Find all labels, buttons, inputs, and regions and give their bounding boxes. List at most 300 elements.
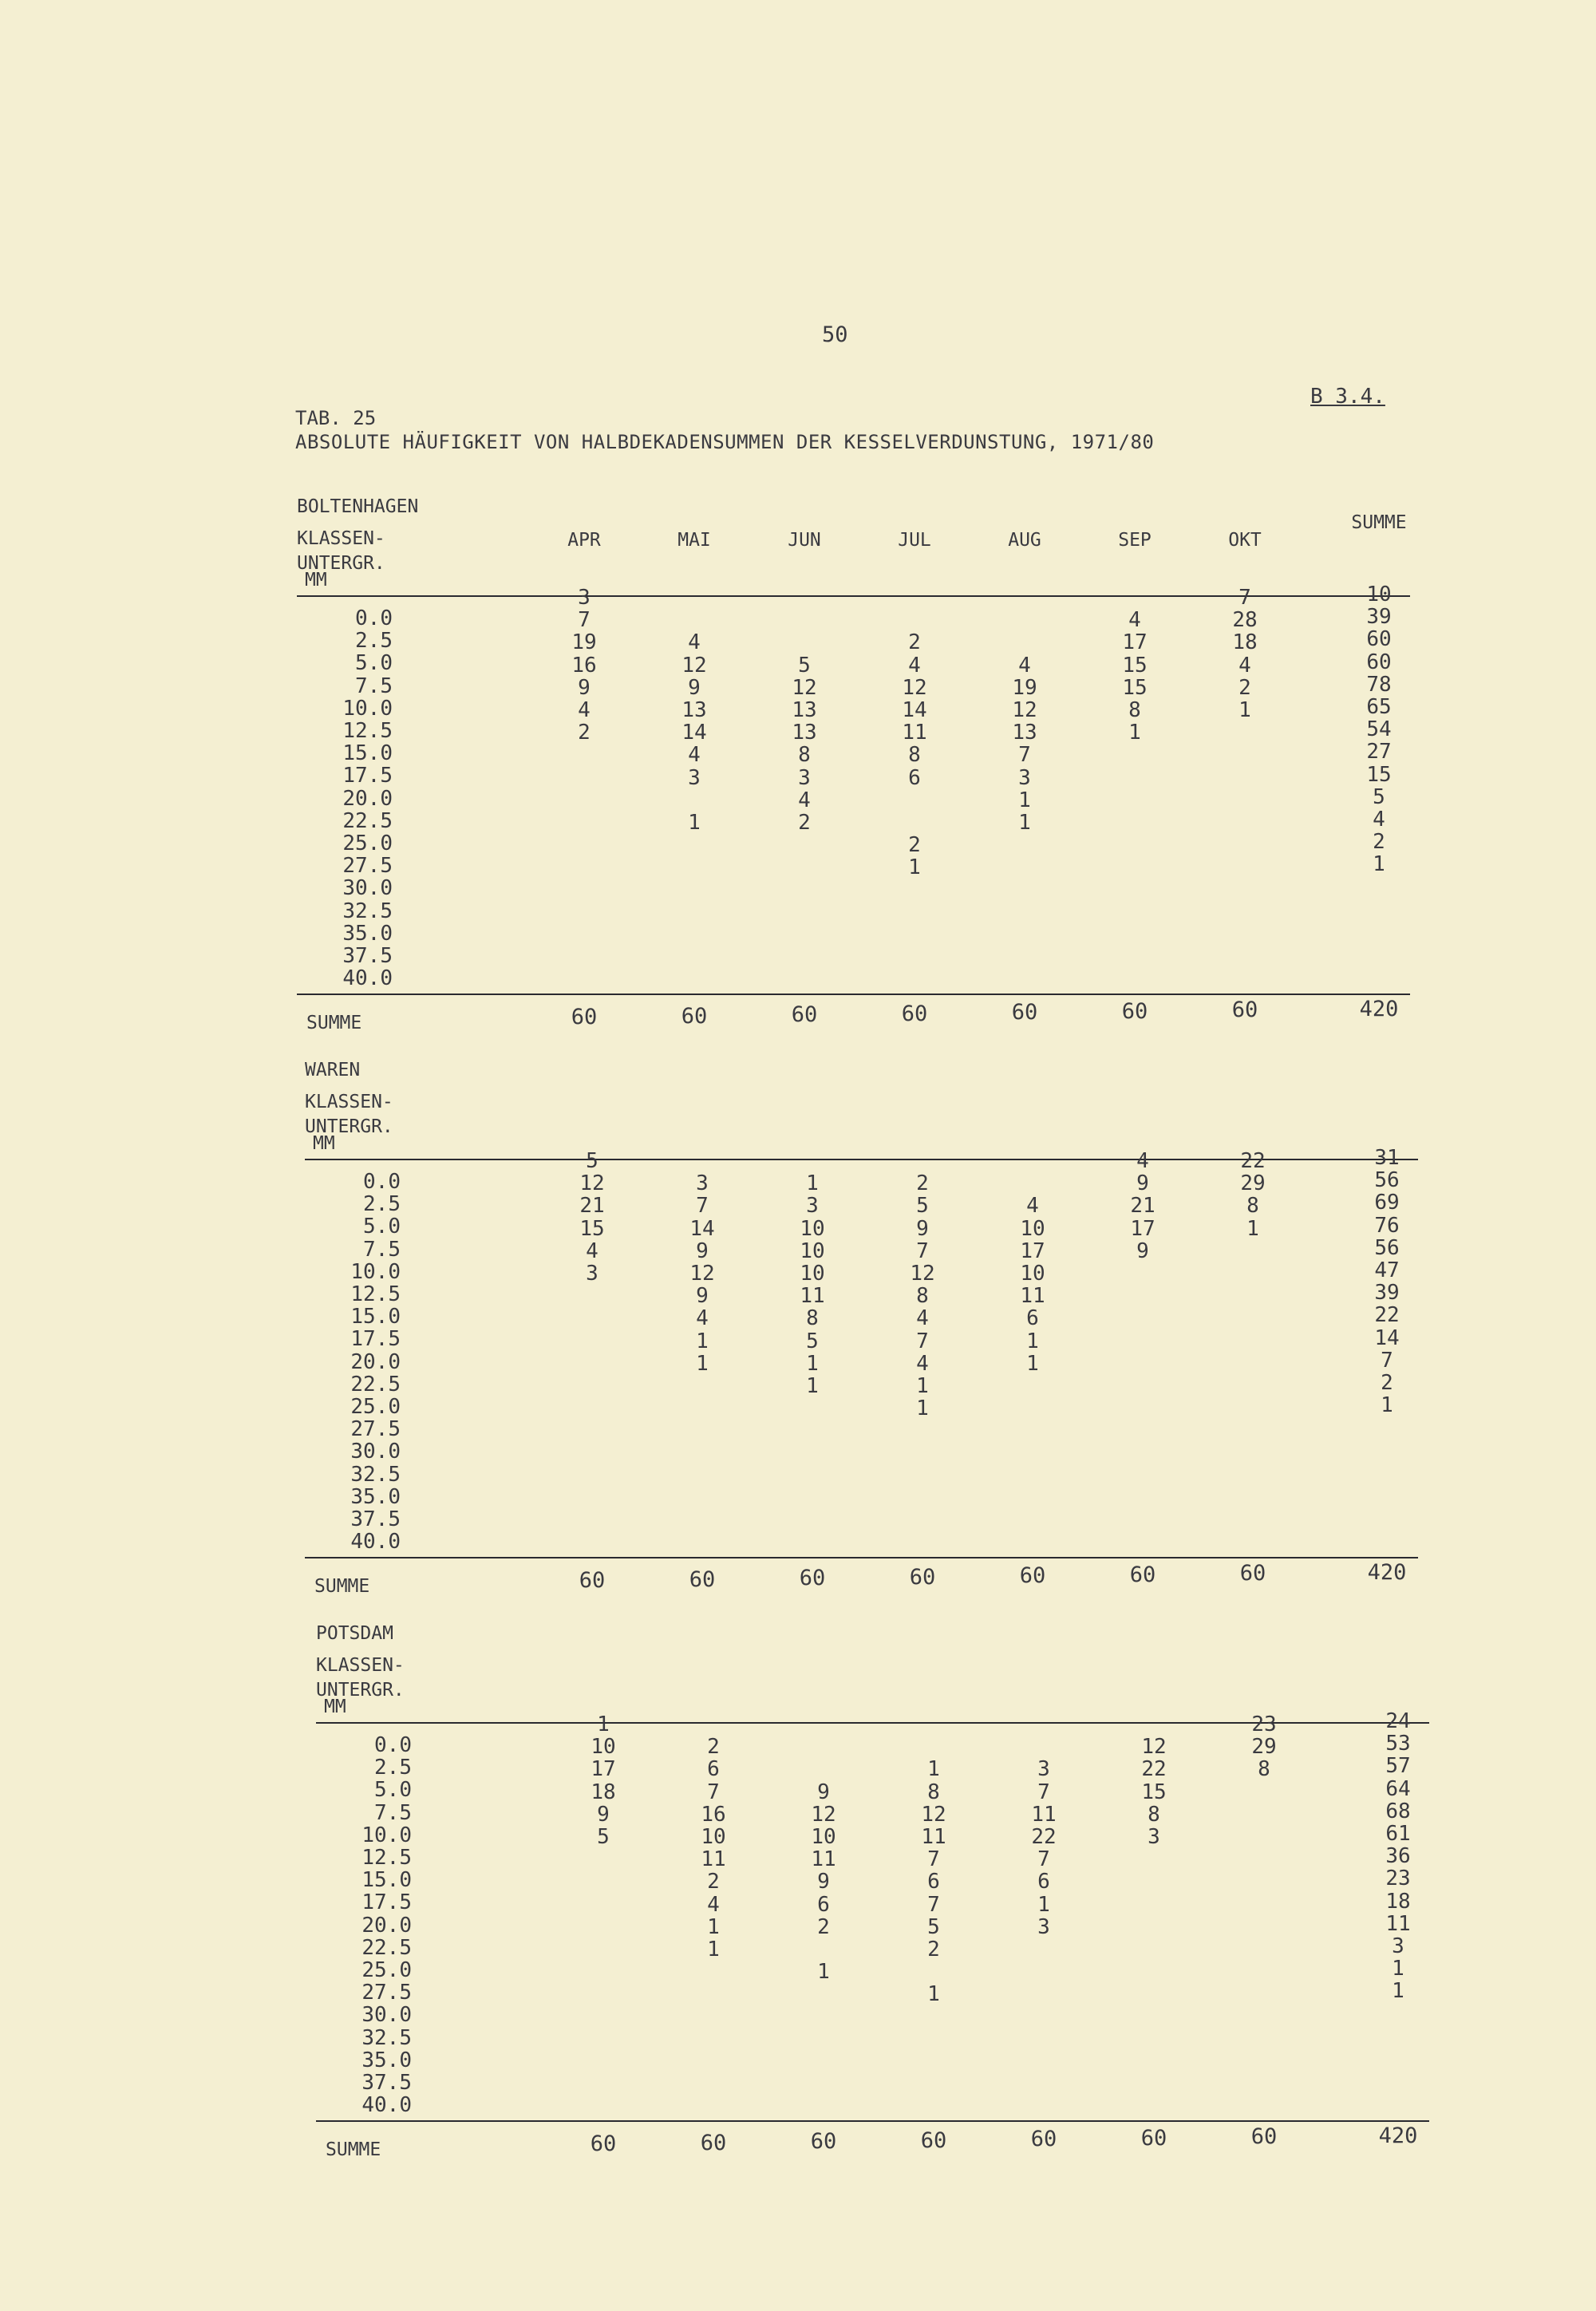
frequency-cell: 1: [806, 1351, 819, 1376]
frequency-cell: 6: [817, 1892, 830, 1917]
frequency-cell: 56: [1374, 1168, 1400, 1193]
station-table: [297, 496, 1430, 1071]
frequency-cell: 65: [1366, 695, 1392, 719]
month-header: APR: [567, 530, 601, 551]
frequency-cell: 1: [1373, 852, 1385, 877]
frequency-cell: 1: [1026, 1351, 1039, 1376]
frequency-cell: 10: [811, 1825, 836, 1849]
frequency-cell: 4: [908, 653, 921, 677]
class-value: 40.0: [350, 1530, 401, 1554]
frequency-cell: 5: [1373, 784, 1385, 809]
frequency-cell: 2: [798, 811, 811, 835]
frequency-cell: 18: [1232, 630, 1258, 655]
column-total: 60: [1140, 2125, 1167, 2151]
class-value: 17.5: [350, 1327, 401, 1352]
class-value: 10.0: [342, 696, 393, 721]
class-value: 22.5: [342, 808, 393, 833]
class-value: 27.5: [361, 1981, 412, 2005]
frequency-cell: 5: [916, 1194, 929, 1219]
class-value: 40.0: [342, 966, 393, 991]
class-header: [305, 1090, 393, 1140]
month-header: AUG: [1008, 530, 1041, 551]
frequency-cell: 5: [586, 1149, 598, 1173]
frequency-cell: 17: [591, 1757, 616, 1782]
frequency-cell: 6: [1037, 1870, 1050, 1894]
frequency-cell: 4: [578, 698, 591, 722]
frequency-cell: 4: [916, 1351, 929, 1376]
frequency-cell: 2: [1373, 830, 1385, 855]
summe-rule: [316, 2120, 1429, 2122]
frequency-cell: 29: [1251, 1735, 1277, 1760]
frequency-cell: 12: [902, 675, 927, 700]
frequency-cell: 10: [1020, 1216, 1045, 1241]
frequency-cell: 12: [811, 1802, 836, 1827]
frequency-cell: 1: [1018, 788, 1031, 812]
class-header-unit: MM: [305, 570, 327, 591]
frequency-cell: 3: [1148, 1825, 1160, 1849]
frequency-cell: 4: [1238, 653, 1251, 677]
frequency-cell: 4: [688, 743, 701, 768]
frequency-cell: 13: [681, 698, 707, 722]
class-value: 7.5: [355, 674, 393, 698]
column-total: 60: [909, 1564, 936, 1590]
class-value: 2.5: [374, 1756, 412, 1780]
frequency-cell: 1: [927, 1982, 940, 2007]
frequency-cell: 8: [916, 1284, 929, 1309]
frequency-cell: 76: [1374, 1213, 1400, 1238]
frequency-cell: 39: [1366, 605, 1392, 630]
frequency-cell: 1: [1037, 1892, 1050, 1917]
class-header-line: KLASSEN-: [316, 1655, 405, 1676]
column-total: 60: [700, 2130, 727, 2155]
frequency-cell: 5: [927, 1914, 940, 1939]
frequency-cell: 12: [689, 1262, 715, 1286]
frequency-cell: 7: [707, 1780, 720, 1804]
frequency-cell: 5: [806, 1329, 819, 1353]
frequency-cell: 11: [1385, 1911, 1411, 1936]
frequency-cell: 12: [579, 1171, 605, 1196]
frequency-cell: 4: [1136, 1149, 1149, 1173]
class-value: 15.0: [342, 741, 393, 766]
frequency-cell: 8: [1246, 1194, 1259, 1219]
frequency-cell: 12: [792, 675, 817, 700]
summe-label: SUMME: [314, 1576, 370, 1598]
class-value: 0.0: [374, 1733, 412, 1757]
column-total: 60: [901, 1001, 928, 1026]
frequency-cell: 36: [1385, 1844, 1411, 1869]
frequency-cell: 7: [1037, 1847, 1050, 1872]
frequency-cell: 7: [578, 608, 591, 633]
frequency-cell: 15: [1122, 653, 1148, 677]
frequency-cell: 1: [696, 1329, 709, 1353]
reference-code: B 3.4.: [1310, 385, 1385, 409]
station-name: BOLTENHAGEN: [297, 496, 419, 517]
frequency-cell: 22: [1031, 1825, 1057, 1849]
class-header-unit: MM: [324, 1697, 346, 1717]
frequency-cell: 1: [1246, 1216, 1259, 1241]
frequency-cell: 4: [707, 1892, 720, 1917]
frequency-cell: 6: [1026, 1306, 1039, 1331]
class-value: 5.0: [355, 651, 393, 676]
month-header: SEP: [1118, 530, 1152, 551]
month-header: JUL: [898, 530, 931, 551]
column-total: 60: [579, 1568, 606, 1594]
frequency-cell: 9: [817, 1870, 830, 1894]
frequency-cell: 9: [916, 1216, 929, 1241]
frequency-cell: 3: [586, 1262, 598, 1286]
frequency-cell: 10: [800, 1238, 825, 1263]
frequency-cell: 7: [927, 1892, 940, 1917]
frequency-cell: 64: [1385, 1776, 1411, 1801]
frequency-cell: 1: [916, 1396, 929, 1421]
frequency-cell: 8: [927, 1780, 940, 1804]
class-value: 35.0: [361, 2048, 412, 2072]
frequency-cell: 3: [798, 765, 811, 790]
frequency-cell: 9: [1136, 1238, 1149, 1263]
column-total: 60: [1121, 998, 1148, 1024]
frequency-cell: 1: [1392, 1957, 1404, 1981]
summe-rule: [297, 994, 1410, 995]
class-value: 27.5: [342, 854, 393, 879]
class-value: 2.5: [355, 629, 393, 654]
table-title: ABSOLUTE HÄUFIGKEIT VON HALBDEKADENSUMMEN DER KESSELVERDUNSTUNG, 1971/80: [295, 431, 1155, 453]
class-value: 20.0: [342, 786, 393, 811]
column-total: 60: [791, 1002, 818, 1028]
frequency-cell: 14: [1374, 1325, 1400, 1350]
summe-label: SUMME: [306, 1013, 362, 1034]
frequency-cell: 8: [1258, 1757, 1270, 1782]
frequency-cell: 11: [1020, 1284, 1045, 1309]
class-value: 2.5: [363, 1192, 401, 1217]
class-header: [297, 527, 385, 576]
month-header: MAI: [678, 530, 711, 551]
frequency-cell: 18: [1385, 1889, 1411, 1914]
frequency-cell: 31: [1374, 1146, 1400, 1170]
frequency-cell: 17: [1122, 630, 1148, 655]
frequency-cell: 17: [1130, 1216, 1156, 1241]
frequency-cell: 8: [908, 743, 921, 768]
station-table: [316, 1623, 1449, 2198]
frequency-cell: 7: [916, 1238, 929, 1263]
frequency-cell: 9: [696, 1284, 709, 1309]
station-table: [305, 1060, 1438, 1634]
column-total: 60: [1239, 1561, 1266, 1586]
frequency-cell: 53: [1385, 1732, 1411, 1756]
frequency-cell: 4: [586, 1238, 598, 1263]
summe-rule: [305, 1557, 1418, 1558]
frequency-cell: 12: [1141, 1735, 1167, 1760]
class-value: 0.0: [355, 606, 393, 630]
frequency-cell: 2: [908, 833, 921, 858]
class-value: 40.0: [361, 2093, 412, 2118]
frequency-cell: 11: [811, 1847, 836, 1872]
column-total: 60: [689, 1566, 716, 1592]
frequency-cell: 11: [921, 1825, 946, 1849]
frequency-cell: 19: [571, 630, 597, 655]
class-value: 35.0: [350, 1484, 401, 1509]
frequency-cell: 57: [1385, 1754, 1411, 1779]
frequency-cell: 3: [1037, 1914, 1050, 1939]
class-value: 15.0: [361, 1868, 412, 1893]
class-value: 22.5: [350, 1372, 401, 1396]
class-header-line: KLASSEN-: [305, 1092, 393, 1112]
frequency-cell: 22: [1240, 1149, 1266, 1173]
column-total: 60: [920, 2127, 947, 2153]
class-header-line: UNTERGR.: [305, 1116, 393, 1137]
summe-label: SUMME: [326, 2139, 381, 2161]
frequency-cell: 56: [1374, 1235, 1400, 1260]
frequency-cell: 1: [1392, 1979, 1404, 2004]
class-value: 20.0: [361, 1913, 412, 1938]
frequency-cell: 1: [806, 1171, 819, 1196]
frequency-cell: 14: [689, 1216, 715, 1241]
frequency-cell: 4: [696, 1306, 709, 1331]
frequency-cell: 6: [927, 1870, 940, 1894]
frequency-cell: 6: [908, 765, 921, 790]
frequency-cell: 1: [817, 1960, 830, 1985]
class-value: 22.5: [361, 1935, 412, 1960]
frequency-cell: 7: [1037, 1780, 1050, 1804]
frequency-cell: 10: [800, 1216, 825, 1241]
frequency-cell: 4: [1128, 608, 1141, 633]
station-name: WAREN: [305, 1060, 361, 1080]
class-header-line: UNTERGR.: [297, 553, 385, 574]
class-value: 25.0: [361, 1958, 412, 1982]
column-total: 60: [799, 1566, 826, 1591]
class-value: 12.5: [350, 1282, 401, 1306]
frequency-cell: 29: [1240, 1171, 1266, 1196]
frequency-cell: 9: [1136, 1171, 1149, 1196]
class-value: 7.5: [374, 1800, 412, 1825]
frequency-cell: 2: [578, 721, 591, 745]
frequency-cell: 4: [1026, 1194, 1039, 1219]
frequency-cell: 1: [1026, 1329, 1039, 1353]
frequency-cell: 4: [688, 630, 701, 655]
frequency-cell: 7: [916, 1329, 929, 1353]
frequency-cell: 28: [1232, 608, 1258, 633]
frequency-cell: 1: [806, 1374, 819, 1398]
frequency-cell: 1: [688, 811, 701, 835]
class-value: 32.5: [361, 2025, 412, 2050]
frequency-cell: 3: [1018, 765, 1031, 790]
class-value: 7.5: [363, 1237, 401, 1262]
class-header-unit: MM: [313, 1133, 335, 1154]
class-header: [316, 1653, 405, 1703]
frequency-cell: 3: [806, 1194, 819, 1219]
frequency-cell: 15: [1122, 675, 1148, 700]
frequency-cell: 23: [1251, 1713, 1277, 1736]
frequency-cell: 1: [696, 1351, 709, 1376]
frequency-cell: 2: [1381, 1371, 1393, 1395]
frequency-cell: 5: [798, 653, 811, 677]
frequency-cell: 3: [696, 1171, 709, 1196]
column-total: 60: [1129, 1562, 1156, 1587]
frequency-cell: 13: [792, 698, 817, 722]
frequency-cell: 3: [578, 586, 591, 610]
frequency-cell: 1: [1238, 698, 1251, 722]
frequency-cell: 8: [1128, 698, 1141, 722]
column-total: 420: [1359, 996, 1399, 1021]
frequency-cell: 13: [792, 721, 817, 745]
frequency-cell: 3: [1392, 1934, 1404, 1958]
column-total: 60: [1030, 2127, 1057, 2152]
frequency-cell: 4: [798, 788, 811, 812]
frequency-cell: 21: [1130, 1194, 1156, 1219]
class-value: 32.5: [342, 899, 393, 923]
class-value: 25.0: [342, 832, 393, 855]
class-header-line: UNTERGR.: [316, 1680, 405, 1701]
frequency-cell: 13: [1012, 721, 1037, 745]
class-header-line: KLASSEN-: [297, 528, 385, 549]
class-value: 17.5: [342, 764, 393, 788]
frequency-cell: 4: [916, 1306, 929, 1331]
frequency-cell: 23: [1385, 1867, 1411, 1891]
frequency-cell: 2: [817, 1914, 830, 1939]
class-value: 25.0: [350, 1395, 401, 1419]
frequency-cell: 1: [916, 1374, 929, 1398]
frequency-cell: 10: [701, 1825, 726, 1849]
frequency-cell: 16: [701, 1802, 726, 1827]
column-total: 60: [1019, 1563, 1046, 1589]
frequency-cell: 68: [1385, 1799, 1411, 1823]
frequency-cell: 39: [1374, 1281, 1400, 1306]
frequency-cell: 8: [1148, 1802, 1160, 1827]
frequency-cell: 10: [591, 1735, 616, 1760]
class-value: 27.5: [350, 1417, 401, 1442]
frequency-cell: 7: [1238, 586, 1251, 610]
frequency-cell: 7: [1018, 743, 1031, 768]
frequency-cell: 3: [1037, 1757, 1050, 1782]
frequency-cell: 22: [1374, 1303, 1400, 1328]
frequency-cell: 15: [1366, 762, 1392, 787]
frequency-cell: 1: [908, 855, 921, 880]
frequency-cell: 12: [921, 1802, 946, 1827]
frequency-cell: 47: [1374, 1258, 1400, 1282]
frequency-cell: 9: [817, 1780, 830, 1804]
frequency-cell: 8: [806, 1306, 819, 1331]
frequency-cell: 60: [1366, 627, 1392, 652]
class-value: 37.5: [361, 2071, 412, 2095]
frequency-cell: 21: [579, 1194, 605, 1219]
class-value: 37.5: [342, 944, 393, 968]
frequency-cell: 15: [579, 1216, 605, 1241]
column-total: 60: [681, 1003, 708, 1029]
class-value: 37.5: [350, 1507, 401, 1531]
frequency-cell: 11: [701, 1847, 726, 1872]
column-total: 60: [1231, 997, 1258, 1023]
frequency-cell: 12: [681, 653, 707, 677]
month-header: SUMME: [1351, 512, 1407, 533]
class-value: 5.0: [363, 1215, 401, 1239]
frequency-cell: 10: [800, 1262, 825, 1286]
frequency-cell: 61: [1385, 1822, 1411, 1846]
class-value: 20.0: [350, 1349, 401, 1374]
frequency-cell: 22: [1141, 1757, 1167, 1782]
frequency-cell: 8: [798, 743, 811, 768]
frequency-cell: 2: [927, 1938, 940, 1961]
frequency-cell: 9: [696, 1238, 709, 1263]
frequency-cell: 24: [1385, 1709, 1411, 1733]
frequency-cell: 2: [1238, 675, 1251, 700]
column-total: 60: [1011, 1000, 1038, 1025]
frequency-cell: 3: [688, 765, 701, 790]
class-value: 10.0: [350, 1259, 401, 1284]
frequency-cell: 5: [597, 1825, 610, 1849]
frequency-cell: 9: [578, 675, 591, 700]
column-total: 60: [571, 1005, 598, 1030]
class-value: 17.5: [361, 1890, 412, 1915]
class-value: 30.0: [350, 1440, 401, 1464]
frequency-cell: 2: [707, 1870, 720, 1894]
class-value: 5.0: [374, 1778, 412, 1803]
column-total: 420: [1367, 1559, 1407, 1585]
frequency-cell: 19: [1012, 675, 1037, 700]
class-value: 30.0: [342, 876, 393, 901]
frequency-cell: 12: [1012, 698, 1037, 722]
frequency-cell: 69: [1374, 1191, 1400, 1215]
frequency-cell: 1: [707, 1914, 720, 1939]
frequency-cell: 1: [707, 1938, 720, 1961]
frequency-cell: 9: [597, 1802, 610, 1827]
class-value: 30.0: [361, 2003, 412, 2028]
frequency-cell: 11: [1031, 1802, 1057, 1827]
frequency-cell: 12: [910, 1262, 935, 1286]
page-number: 50: [822, 322, 848, 347]
month-header: JUN: [788, 530, 821, 551]
frequency-cell: 2: [707, 1735, 720, 1760]
frequency-cell: 18: [591, 1780, 616, 1804]
frequency-cell: 27: [1366, 740, 1392, 764]
column-total: 60: [590, 2131, 617, 2157]
frequency-cell: 2: [916, 1171, 929, 1196]
frequency-cell: 1: [1128, 721, 1141, 745]
frequency-cell: 6: [707, 1757, 720, 1782]
frequency-cell: 2: [908, 630, 921, 655]
column-total: 60: [810, 2129, 837, 2155]
frequency-cell: 15: [1141, 1780, 1167, 1804]
frequency-cell: 4: [1018, 653, 1031, 677]
month-header: OKT: [1228, 530, 1262, 551]
frequency-cell: 17: [1020, 1238, 1045, 1263]
frequency-cell: 1: [1381, 1393, 1393, 1418]
class-value: 12.5: [361, 1846, 412, 1870]
class-value: 15.0: [350, 1305, 401, 1329]
frequency-cell: 11: [902, 721, 927, 745]
class-value: 10.0: [361, 1823, 412, 1847]
frequency-cell: 11: [800, 1284, 825, 1309]
class-value: 12.5: [342, 719, 393, 743]
frequency-cell: 78: [1366, 672, 1392, 697]
frequency-cell: 7: [1381, 1348, 1393, 1373]
frequency-cell: 14: [902, 698, 927, 722]
frequency-cell: 10: [1020, 1262, 1045, 1286]
table-id: TAB. 25: [295, 407, 377, 429]
frequency-cell: 9: [688, 675, 701, 700]
frequency-cell: 16: [571, 653, 597, 677]
frequency-cell: 4: [1373, 808, 1385, 832]
frequency-cell: 7: [927, 1847, 940, 1872]
column-total: 420: [1378, 2123, 1418, 2148]
frequency-cell: 1: [597, 1713, 610, 1736]
column-total: 60: [1250, 2124, 1278, 2150]
frequency-cell: 60: [1366, 650, 1392, 674]
frequency-cell: 1: [927, 1757, 940, 1782]
frequency-cell: 1: [1018, 811, 1031, 835]
frequency-cell: 10: [1366, 583, 1392, 606]
frequency-cell: 54: [1366, 717, 1392, 742]
frequency-cell: 14: [681, 721, 707, 745]
frequency-cell: 7: [696, 1194, 709, 1219]
